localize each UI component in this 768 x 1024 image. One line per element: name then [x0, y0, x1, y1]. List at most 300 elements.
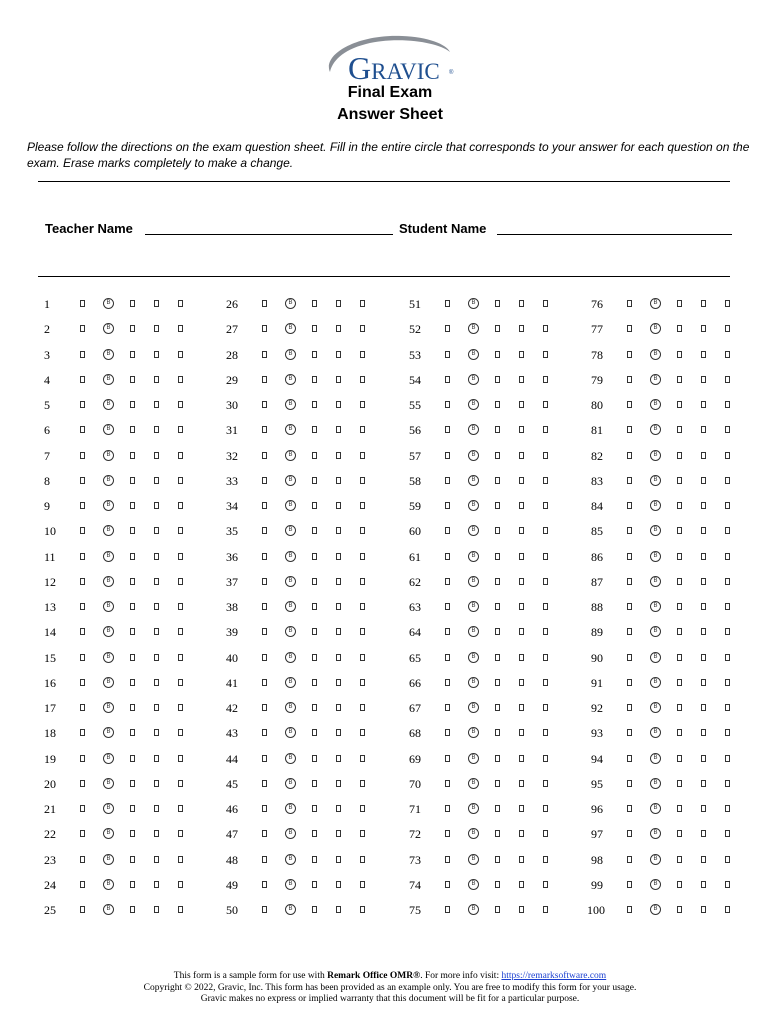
answer-option-box[interactable] [543, 881, 548, 888]
answer-option-box[interactable] [725, 704, 730, 711]
answer-option-box[interactable] [519, 300, 524, 307]
answer-option-box[interactable] [543, 704, 548, 711]
answer-option-box[interactable] [262, 679, 267, 686]
answer-option-box[interactable] [495, 830, 500, 837]
answer-option-box[interactable] [360, 830, 365, 837]
answer-bubble-b[interactable]: B [468, 374, 479, 385]
answer-option-box[interactable] [445, 881, 450, 888]
answer-option-box[interactable] [519, 401, 524, 408]
answer-bubble-b[interactable]: B [285, 803, 296, 814]
answer-option-box[interactable] [312, 881, 317, 888]
answer-option-box[interactable] [627, 881, 632, 888]
answer-option-box[interactable] [360, 502, 365, 509]
answer-option-box[interactable] [262, 780, 267, 787]
answer-bubble-b[interactable]: B [103, 677, 114, 688]
answer-option-box[interactable] [178, 351, 183, 358]
answer-option-box[interactable] [336, 856, 341, 863]
answer-option-box[interactable] [495, 300, 500, 307]
answer-option-box[interactable] [336, 553, 341, 560]
answer-option-box[interactable] [312, 830, 317, 837]
answer-option-box[interactable] [80, 401, 85, 408]
answer-option-box[interactable] [543, 325, 548, 332]
answer-option-box[interactable] [154, 553, 159, 560]
answer-option-box[interactable] [130, 654, 135, 661]
answer-option-box[interactable] [677, 578, 682, 585]
answer-bubble-b[interactable]: B [650, 702, 661, 713]
answer-option-box[interactable] [725, 477, 730, 484]
answer-option-box[interactable] [130, 906, 135, 913]
answer-option-box[interactable] [445, 452, 450, 459]
answer-option-box[interactable] [130, 553, 135, 560]
answer-option-box[interactable] [336, 780, 341, 787]
answer-option-box[interactable] [178, 729, 183, 736]
answer-option-box[interactable] [445, 679, 450, 686]
answer-option-box[interactable] [312, 906, 317, 913]
answer-option-box[interactable] [130, 477, 135, 484]
answer-option-box[interactable] [519, 704, 524, 711]
answer-bubble-b[interactable]: B [650, 854, 661, 865]
answer-option-box[interactable] [130, 830, 135, 837]
answer-option-box[interactable] [80, 654, 85, 661]
answer-option-box[interactable] [262, 654, 267, 661]
answer-option-box[interactable] [262, 628, 267, 635]
answer-option-box[interactable] [495, 553, 500, 560]
answer-bubble-b[interactable]: B [285, 677, 296, 688]
answer-bubble-b[interactable]: B [468, 778, 479, 789]
answer-option-box[interactable] [130, 780, 135, 787]
answer-option-box[interactable] [519, 679, 524, 686]
answer-option-box[interactable] [178, 401, 183, 408]
answer-option-box[interactable] [312, 376, 317, 383]
answer-option-box[interactable] [178, 881, 183, 888]
answer-option-box[interactable] [495, 426, 500, 433]
answer-option-box[interactable] [543, 401, 548, 408]
answer-option-box[interactable] [360, 654, 365, 661]
answer-option-box[interactable] [178, 477, 183, 484]
answer-option-box[interactable] [445, 805, 450, 812]
answer-option-box[interactable] [262, 325, 267, 332]
answer-option-box[interactable] [543, 502, 548, 509]
answer-option-box[interactable] [519, 881, 524, 888]
answer-option-box[interactable] [519, 553, 524, 560]
answer-bubble-b[interactable]: B [468, 677, 479, 688]
answer-option-box[interactable] [725, 603, 730, 610]
answer-option-box[interactable] [336, 578, 341, 585]
answer-option-box[interactable] [336, 502, 341, 509]
answer-bubble-b[interactable]: B [468, 803, 479, 814]
answer-option-box[interactable] [80, 376, 85, 383]
answer-option-box[interactable] [677, 704, 682, 711]
answer-bubble-b[interactable]: B [285, 576, 296, 587]
answer-option-box[interactable] [495, 502, 500, 509]
answer-option-box[interactable] [543, 578, 548, 585]
answer-option-box[interactable] [262, 502, 267, 509]
answer-option-box[interactable] [519, 654, 524, 661]
answer-option-box[interactable] [627, 325, 632, 332]
answer-option-box[interactable] [178, 452, 183, 459]
answer-option-box[interactable] [262, 401, 267, 408]
answer-option-box[interactable] [360, 351, 365, 358]
answer-bubble-b[interactable]: B [103, 778, 114, 789]
answer-bubble-b[interactable]: B [285, 828, 296, 839]
answer-option-box[interactable] [445, 830, 450, 837]
answer-option-box[interactable] [130, 679, 135, 686]
answer-option-box[interactable] [445, 553, 450, 560]
answer-option-box[interactable] [677, 780, 682, 787]
answer-option-box[interactable] [725, 755, 730, 762]
answer-bubble-b[interactable]: B [285, 323, 296, 334]
answer-option-box[interactable] [519, 628, 524, 635]
answer-bubble-b[interactable]: B [285, 551, 296, 562]
answer-option-box[interactable] [495, 729, 500, 736]
answer-option-box[interactable] [262, 906, 267, 913]
answer-option-box[interactable] [312, 452, 317, 459]
answer-option-box[interactable] [543, 679, 548, 686]
answer-option-box[interactable] [627, 553, 632, 560]
answer-option-box[interactable] [701, 578, 706, 585]
answer-option-box[interactable] [445, 906, 450, 913]
answer-option-box[interactable] [627, 805, 632, 812]
answer-option-box[interactable] [519, 906, 524, 913]
answer-bubble-b[interactable]: B [468, 727, 479, 738]
answer-option-box[interactable] [677, 856, 682, 863]
answer-option-box[interactable] [178, 805, 183, 812]
answer-option-box[interactable] [725, 906, 730, 913]
answer-option-box[interactable] [336, 300, 341, 307]
answer-option-box[interactable] [154, 477, 159, 484]
answer-option-box[interactable] [336, 881, 341, 888]
answer-option-box[interactable] [677, 679, 682, 686]
answer-option-box[interactable] [725, 856, 730, 863]
answer-option-box[interactable] [445, 300, 450, 307]
answer-bubble-b[interactable]: B [285, 778, 296, 789]
answer-bubble-b[interactable]: B [468, 323, 479, 334]
answer-option-box[interactable] [360, 300, 365, 307]
answer-option-box[interactable] [627, 401, 632, 408]
answer-option-box[interactable] [336, 628, 341, 635]
answer-option-box[interactable] [130, 351, 135, 358]
answer-option-box[interactable] [519, 830, 524, 837]
answer-option-box[interactable] [336, 376, 341, 383]
answer-bubble-b[interactable]: B [468, 500, 479, 511]
answer-option-box[interactable] [130, 325, 135, 332]
answer-bubble-b[interactable]: B [650, 803, 661, 814]
answer-option-box[interactable] [178, 426, 183, 433]
answer-bubble-b[interactable]: B [103, 576, 114, 587]
answer-bubble-b[interactable]: B [468, 879, 479, 890]
answer-option-box[interactable] [262, 881, 267, 888]
answer-bubble-b[interactable]: B [650, 828, 661, 839]
answer-option-box[interactable] [677, 755, 682, 762]
answer-option-box[interactable] [154, 780, 159, 787]
answer-option-box[interactable] [677, 325, 682, 332]
answer-option-box[interactable] [178, 906, 183, 913]
answer-option-box[interactable] [677, 628, 682, 635]
answer-option-box[interactable] [178, 856, 183, 863]
answer-bubble-b[interactable]: B [285, 525, 296, 536]
answer-option-box[interactable] [360, 679, 365, 686]
answer-option-box[interactable] [725, 780, 730, 787]
answer-option-box[interactable] [495, 805, 500, 812]
answer-option-box[interactable] [154, 906, 159, 913]
answer-option-box[interactable] [312, 729, 317, 736]
answer-bubble-b[interactable]: B [468, 753, 479, 764]
answer-option-box[interactable] [80, 300, 85, 307]
answer-option-box[interactable] [677, 654, 682, 661]
answer-bubble-b[interactable]: B [285, 753, 296, 764]
answer-option-box[interactable] [677, 729, 682, 736]
answer-option-box[interactable] [360, 325, 365, 332]
answer-option-box[interactable] [312, 578, 317, 585]
answer-option-box[interactable] [725, 376, 730, 383]
answer-option-box[interactable] [154, 603, 159, 610]
answer-option-box[interactable] [80, 679, 85, 686]
answer-option-box[interactable] [336, 805, 341, 812]
answer-option-box[interactable] [627, 426, 632, 433]
answer-option-box[interactable] [627, 628, 632, 635]
answer-option-box[interactable] [312, 300, 317, 307]
answer-option-box[interactable] [130, 704, 135, 711]
answer-option-box[interactable] [312, 401, 317, 408]
answer-option-box[interactable] [627, 654, 632, 661]
answer-bubble-b[interactable]: B [103, 551, 114, 562]
answer-bubble-b[interactable]: B [650, 374, 661, 385]
answer-bubble-b[interactable]: B [650, 450, 661, 461]
answer-option-box[interactable] [154, 325, 159, 332]
answer-option-box[interactable] [360, 401, 365, 408]
answer-option-box[interactable] [178, 376, 183, 383]
answer-option-box[interactable] [495, 704, 500, 711]
answer-option-box[interactable] [701, 527, 706, 534]
answer-option-box[interactable] [154, 452, 159, 459]
answer-bubble-b[interactable]: B [285, 904, 296, 915]
answer-option-box[interactable] [360, 578, 365, 585]
answer-bubble-b[interactable]: B [468, 626, 479, 637]
answer-bubble-b[interactable]: B [468, 702, 479, 713]
answer-option-box[interactable] [80, 830, 85, 837]
answer-option-box[interactable] [312, 679, 317, 686]
answer-option-box[interactable] [701, 376, 706, 383]
answer-option-box[interactable] [701, 553, 706, 560]
answer-bubble-b[interactable]: B [285, 652, 296, 663]
answer-option-box[interactable] [178, 300, 183, 307]
answer-bubble-b[interactable]: B [103, 652, 114, 663]
answer-bubble-b[interactable]: B [468, 298, 479, 309]
answer-option-box[interactable] [445, 426, 450, 433]
answer-option-box[interactable] [80, 856, 85, 863]
answer-bubble-b[interactable]: B [103, 525, 114, 536]
answer-bubble-b[interactable]: B [468, 349, 479, 360]
answer-option-box[interactable] [130, 527, 135, 534]
answer-option-box[interactable] [80, 578, 85, 585]
answer-option-box[interactable] [154, 401, 159, 408]
answer-option-box[interactable] [543, 477, 548, 484]
answer-option-box[interactable] [495, 755, 500, 762]
answer-option-box[interactable] [543, 426, 548, 433]
answer-option-box[interactable] [677, 376, 682, 383]
answer-bubble-b[interactable]: B [650, 500, 661, 511]
answer-option-box[interactable] [543, 376, 548, 383]
answer-option-box[interactable] [360, 426, 365, 433]
answer-bubble-b[interactable]: B [468, 424, 479, 435]
answer-option-box[interactable] [495, 603, 500, 610]
answer-option-box[interactable] [519, 502, 524, 509]
answer-bubble-b[interactable]: B [468, 854, 479, 865]
answer-option-box[interactable] [130, 755, 135, 762]
answer-option-box[interactable] [360, 856, 365, 863]
answer-bubble-b[interactable]: B [103, 399, 114, 410]
answer-option-box[interactable] [725, 654, 730, 661]
answer-option-box[interactable] [543, 553, 548, 560]
answer-option-box[interactable] [154, 805, 159, 812]
answer-option-box[interactable] [262, 755, 267, 762]
answer-option-box[interactable] [701, 654, 706, 661]
answer-option-box[interactable] [725, 729, 730, 736]
answer-option-box[interactable] [445, 401, 450, 408]
answer-option-box[interactable] [701, 881, 706, 888]
answer-option-box[interactable] [701, 679, 706, 686]
answer-option-box[interactable] [312, 805, 317, 812]
answer-option-box[interactable] [312, 477, 317, 484]
answer-option-box[interactable] [725, 578, 730, 585]
answer-bubble-b[interactable]: B [103, 803, 114, 814]
answer-option-box[interactable] [80, 351, 85, 358]
answer-option-box[interactable] [336, 603, 341, 610]
answer-bubble-b[interactable]: B [103, 475, 114, 486]
answer-option-box[interactable] [543, 755, 548, 762]
answer-option-box[interactable] [445, 755, 450, 762]
answer-option-box[interactable] [701, 603, 706, 610]
answer-bubble-b[interactable]: B [285, 879, 296, 890]
answer-option-box[interactable] [701, 704, 706, 711]
answer-bubble-b[interactable]: B [650, 424, 661, 435]
answer-bubble-b[interactable]: B [468, 450, 479, 461]
answer-bubble-b[interactable]: B [650, 753, 661, 764]
answer-option-box[interactable] [312, 527, 317, 534]
answer-option-box[interactable] [336, 755, 341, 762]
answer-option-box[interactable] [495, 654, 500, 661]
answer-option-box[interactable] [360, 881, 365, 888]
answer-option-box[interactable] [80, 805, 85, 812]
answer-option-box[interactable] [725, 502, 730, 509]
answer-option-box[interactable] [677, 502, 682, 509]
answer-option-box[interactable] [262, 704, 267, 711]
answer-option-box[interactable] [445, 704, 450, 711]
answer-option-box[interactable] [519, 477, 524, 484]
answer-option-box[interactable] [262, 477, 267, 484]
answer-bubble-b[interactable]: B [468, 475, 479, 486]
answer-option-box[interactable] [725, 628, 730, 635]
answer-bubble-b[interactable]: B [103, 727, 114, 738]
answer-option-box[interactable] [627, 477, 632, 484]
answer-bubble-b[interactable]: B [285, 349, 296, 360]
answer-option-box[interactable] [336, 527, 341, 534]
answer-option-box[interactable] [80, 704, 85, 711]
answer-bubble-b[interactable]: B [285, 601, 296, 612]
answer-option-box[interactable] [701, 351, 706, 358]
answer-option-box[interactable] [154, 628, 159, 635]
answer-option-box[interactable] [262, 351, 267, 358]
answer-bubble-b[interactable]: B [650, 551, 661, 562]
answer-option-box[interactable] [178, 553, 183, 560]
answer-option-box[interactable] [178, 628, 183, 635]
answer-option-box[interactable] [495, 452, 500, 459]
answer-option-box[interactable] [336, 704, 341, 711]
answer-option-box[interactable] [495, 401, 500, 408]
answer-option-box[interactable] [519, 426, 524, 433]
answer-option-box[interactable] [154, 830, 159, 837]
answer-option-box[interactable] [701, 830, 706, 837]
answer-option-box[interactable] [130, 426, 135, 433]
answer-bubble-b[interactable]: B [650, 904, 661, 915]
answer-bubble-b[interactable]: B [285, 626, 296, 637]
answer-option-box[interactable] [154, 502, 159, 509]
answer-option-box[interactable] [360, 452, 365, 459]
answer-option-box[interactable] [360, 603, 365, 610]
answer-option-box[interactable] [543, 351, 548, 358]
remark-website-link[interactable]: https://remarksoftware.com [501, 971, 607, 981]
answer-option-box[interactable] [627, 856, 632, 863]
answer-option-box[interactable] [725, 553, 730, 560]
answer-bubble-b[interactable]: B [103, 828, 114, 839]
answer-option-box[interactable] [154, 729, 159, 736]
answer-option-box[interactable] [154, 351, 159, 358]
answer-option-box[interactable] [445, 856, 450, 863]
answer-option-box[interactable] [80, 906, 85, 913]
answer-option-box[interactable] [336, 729, 341, 736]
answer-option-box[interactable] [80, 628, 85, 635]
answer-option-box[interactable] [495, 477, 500, 484]
answer-option-box[interactable] [445, 729, 450, 736]
answer-option-box[interactable] [495, 628, 500, 635]
answer-option-box[interactable] [80, 729, 85, 736]
answer-option-box[interactable] [701, 401, 706, 408]
answer-option-box[interactable] [519, 376, 524, 383]
answer-option-box[interactable] [495, 906, 500, 913]
answer-bubble-b[interactable]: B [650, 626, 661, 637]
answer-option-box[interactable] [130, 628, 135, 635]
answer-option-box[interactable] [80, 426, 85, 433]
answer-option-box[interactable] [701, 426, 706, 433]
answer-option-box[interactable] [519, 578, 524, 585]
answer-option-box[interactable] [262, 603, 267, 610]
answer-option-box[interactable] [627, 351, 632, 358]
answer-option-box[interactable] [677, 881, 682, 888]
answer-option-box[interactable] [154, 300, 159, 307]
answer-option-box[interactable] [130, 502, 135, 509]
answer-option-box[interactable] [312, 856, 317, 863]
answer-option-box[interactable] [336, 401, 341, 408]
answer-option-box[interactable] [312, 502, 317, 509]
answer-bubble-b[interactable]: B [103, 854, 114, 865]
answer-bubble-b[interactable]: B [103, 626, 114, 637]
answer-option-box[interactable] [262, 856, 267, 863]
answer-option-box[interactable] [677, 401, 682, 408]
answer-bubble-b[interactable]: B [650, 475, 661, 486]
answer-option-box[interactable] [519, 805, 524, 812]
answer-option-box[interactable] [677, 830, 682, 837]
answer-bubble-b[interactable]: B [650, 727, 661, 738]
answer-option-box[interactable] [130, 452, 135, 459]
answer-option-box[interactable] [312, 654, 317, 661]
answer-option-box[interactable] [701, 729, 706, 736]
answer-option-box[interactable] [130, 856, 135, 863]
answer-option-box[interactable] [627, 679, 632, 686]
answer-option-box[interactable] [154, 527, 159, 534]
answer-bubble-b[interactable]: B [650, 323, 661, 334]
answer-option-box[interactable] [543, 527, 548, 534]
answer-option-box[interactable] [677, 603, 682, 610]
